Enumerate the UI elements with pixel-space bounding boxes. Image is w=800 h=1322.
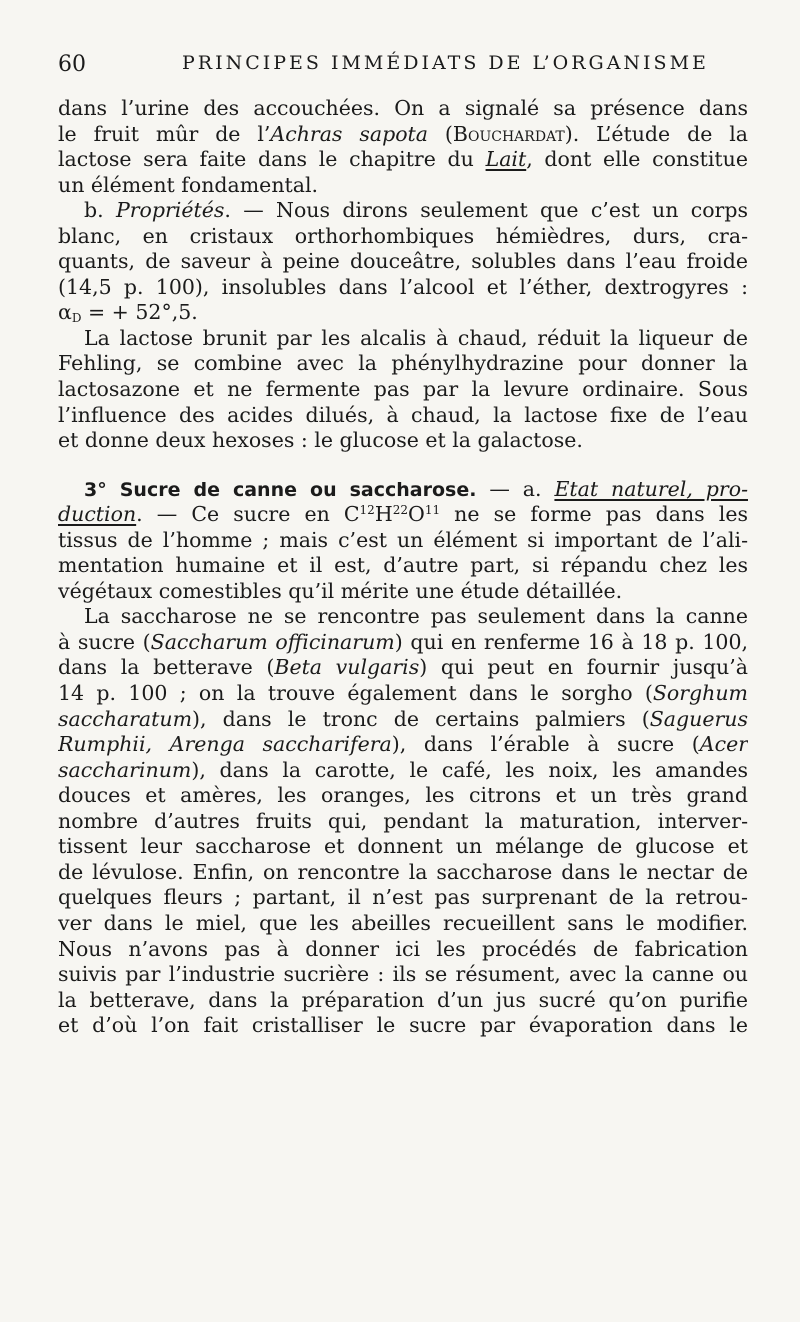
text-line: quants, de saveur à peine douceâtre, solubles dans l’eau froide: [58, 249, 748, 274]
text-line: $\alpha_D$ = + 52°,5.: [58, 300, 198, 326]
text-line: nombre d’autres fruits qui, pendant la maturation, interver-: [58, 808, 748, 833]
text-line: quelques fleurs ; partant, il n’est pas surprenant de la retrou-: [58, 885, 748, 910]
text-line: lactose sera faite dans le chapitre du Lait, dont elle constitue: [58, 147, 748, 172]
running-head: PRINCIPES IMMÉDIATS DE L’ORGANISME: [182, 52, 709, 74]
text-line: duction. — Ce sucre en $C^{12}H^{22}O^{11}$ ne se forme pas dans les: [58, 502, 748, 527]
text-line: ver dans le miel, que les abeilles recueillent sans le modifier.: [58, 910, 748, 935]
body-text: [58, 96, 748, 1039]
text-line: le fruit mûr de l’Achras sapota (Bouchardat). L’étude de la: [58, 121, 748, 146]
text-line: dans l’urine des accouchées. On a signalé sa présence dans: [58, 96, 748, 120]
text-line: blanc, en cristaux orthorhombiques hémièdres, durs, cra-: [58, 223, 748, 248]
text-line: mentation humaine et il est, d’autre part, si répandu chez les: [58, 553, 748, 578]
text-line: végétaux comestibles qu’il mérite une étude détaillée.: [58, 578, 623, 603]
text-line: (14,5 p. 100), insolubles dans l’alcool et l’éther, dextrogyres :: [58, 274, 748, 299]
text-line: La lactose brunit par les alcalis à chaud, réduit la liqueur de: [84, 325, 748, 350]
text-line: tissent leur saccharose et donnent un mélange de glucose et: [58, 834, 748, 859]
text-line: Fehling, se combine avec la phénylhydrazine pour donner la: [58, 351, 748, 376]
text-line: et donne deux hexoses : le glucose et la galactose.: [58, 428, 583, 453]
page-number: 60: [58, 52, 86, 77]
text-line: suivis par l’industrie sucrière : ils se résument, avec la canne ou: [58, 962, 748, 987]
text-line: douces et amères, les oranges, les citrons et un très grand: [58, 783, 748, 808]
text-line: l’influence des acides dilués, à chaud, la lactose fixe de l’eau: [58, 402, 748, 427]
text-line: dans la betterave (Beta vulgaris) qui peut en fournir jusqu’à: [58, 655, 748, 680]
text-line: b. Propriétés. — Nous dirons seulement que c’est un corps: [84, 198, 748, 223]
text-line: tissus de l’homme ; mais c’est un élément si important de l’ali-: [58, 527, 748, 552]
page-header: [0, 52, 800, 82]
text-line: 14 p. 100 ; on la trouve également dans le sorgho (Sorghum: [58, 681, 748, 706]
text-line: Rumphii, Arenga saccharifera), dans l’érable à sucre (Acer: [58, 732, 748, 757]
section-heading: 3° Sucre de canne ou saccharose.: [84, 478, 477, 501]
text-line: saccharinum), dans la carotte, le café, les noix, les amandes: [58, 757, 748, 782]
text-line: la betterave, dans la préparation d’un jus sucré qu’on purifie: [58, 987, 748, 1012]
text-line: La saccharose ne se rencontre pas seulement dans la canne: [84, 604, 748, 629]
text-line: de lévulose. Enfin, on rencontre la saccharose dans le nectar de: [58, 859, 748, 884]
text-line: un élément fondamental.: [58, 172, 319, 197]
text-line: lactosazone et ne fermente pas par la levure ordinaire. Sous: [58, 377, 748, 402]
section-heading: Propriétés: [115, 198, 225, 223]
text-line: à sucre (Saccharum officinarum) qui en renferme 16 à 18 p. 100,: [58, 629, 748, 654]
text-line: Nous n’avons pas à donner ici les procédés de fabrication: [58, 936, 748, 961]
text-line: et d’où l’on fait cristalliser le sucre par évaporation dans le: [58, 1013, 748, 1038]
text-line: 3° Sucre de canne ou saccharose. — a. Etat naturel, pro-: [84, 476, 748, 501]
author-name: Bouchardat: [452, 121, 565, 146]
text-line: saccharatum), dans le tronc de certains palmiers (Saguerus: [58, 706, 748, 731]
